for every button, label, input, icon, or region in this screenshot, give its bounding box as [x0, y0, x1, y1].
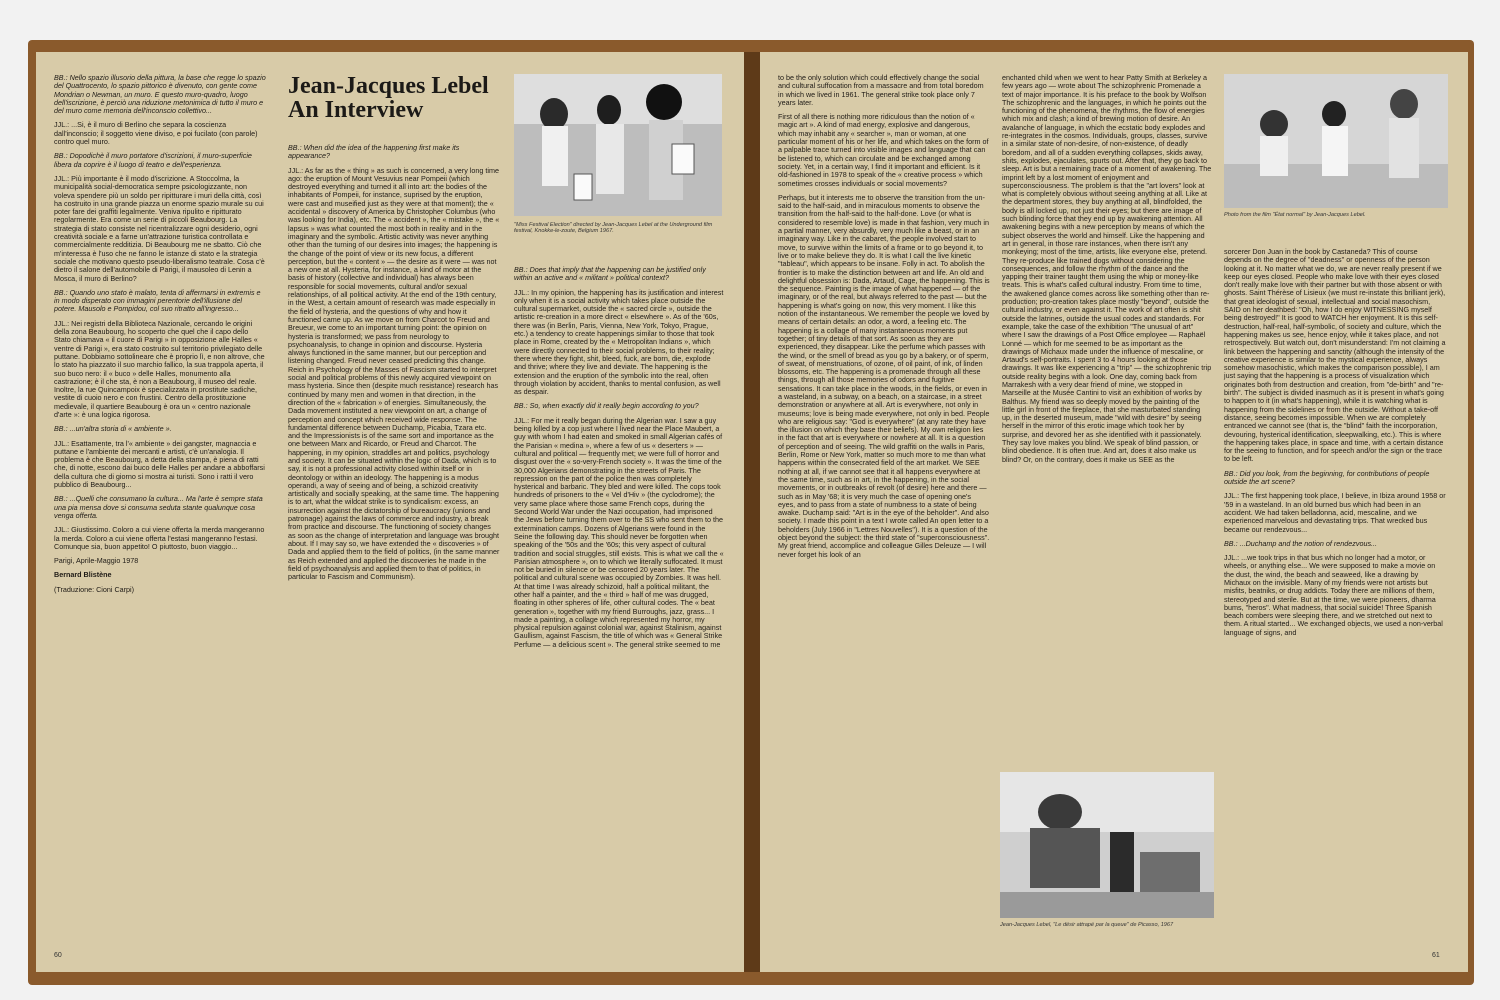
page-number: 60 — [54, 952, 62, 959]
text-paragraph: JJL.: The first happening took place, I believe, in Ibiza around 1958 or '59 in a wasteland. In an old burned bus which had been in an accident. We had taken belladonna, acid, mescaline, and we experienced marvelous and devastating trips. That wrecked bus became our rendezvous... — [1224, 491, 1446, 534]
text-paragraph: to be the only solution which could effectively change the social and cultural suffocation from a massacre and from total boredom in which we lived in 1961. The general strike took place only 7 years later. — [778, 73, 984, 107]
text-paragraph: BB.: ...Quelli che consumano la cultura... Ma l'arte è sempre stata una pia mensa dove si consuma seduta stante qualunque cosa venga offerta. — [54, 494, 263, 520]
text-paragraph: JJL.: Giustissimo. Coloro a cui viene offerta la merda mangeranno la merda. Coloro a cui viene offerta l'estasi mangeranno l'estasi. Comunque sia, buon appetito! O piuttosto, buon viaggio... — [54, 525, 265, 551]
photo-picasso-play — [1000, 772, 1214, 918]
text-paragraph: JJL.: Più importante è il modo d'iscrizione. A Stoccolma, la municipalità social-democratica sempre psicologizzante, non voleva spendere più un soldo per ripitturare i muri della città, così ha costruito in una grande piazza un enorme spazio murale su cui poter fare dei graffiti legalmente. Veniva ripulito e ripitturato regolarmente. Era come un serie di piccoli Beaubourg. La strategia di stato consiste nel ricentralizzare ogni desiderio, ogni creatività sociale e a farne un'attrazione turistica controllata e commercialmente redditizia. Di Beaubourg me ne sbatto. Ciò che m'interessa è l'uso che ne fanno le istanze di stato e la strategia sociale che motivano questo pseudo-liberalismo teatrale. Cosa c'è dietro il salone dell'automobile di Parigi, il mausoleo di Lenin a Mosca, il muro di Berlino? — [54, 173, 265, 283]
text-paragraph: sorcerer Don Juan in the book by Castaneda? This of course depends on the degree of "deadness" or openness of the person looking at it. No matter what we do, we are never really present if we keep our eyes closed. People who make love with their eyes closed don't really make love with their partner but with those absent or with ghosts. Saint Thérèse of Lisieux (we must re-instate this brilliant jerk), that great ideologist of sexual, intellectual and social masochism, SAID on her deathbed: "Oh, how I do enjoy WITNESSING myself being destroyed!" It is good to WATCH her enjoyment. It is this self-destruction, half-real, half-symbolic, of society and culture, which the happening makes us see, hence enjoy, while it takes place, and not retrospectively. But watch out, don't misunderstand: I'm not claiming a link between the happening and sanctity (although the intensity of the creative experience is similar to the mystical experience, always somehow masochistic, which makes the comparison possible), I am just saying that the happening is a process of visualization which originates both from destruction and creation, from "de-birth" and "re-birth". The subject is divided inasmuch as it is present in what's going to happen to it (in what's happening), while it is watching what is happening from the sidelines or from the outside. Without a take-off distance, seeing becomes impossible. When we are completely entranced we cannot see (that is, the "blind" faith the incorporation, devouring, hysterical identification, sleepwalking, etc.). This is where the happening takes place, in space and time, with a certain distance for the seeing to function, and for speech and/or the sign or the trace to be left. — [1224, 247, 1446, 464]
text-paragraph: First of all there is nothing more ridiculous than the notion of « magic art ». A kind of mad energy, explosive and dangerous, which may inhabit any « searcher », man or woman, at one particular moment of his or her life, and which takes on the form of a palpable trace turned into visible images and language that can be listened to, which can circulate and be exchanged among society. Yet, in a certain way, I find it important and efficient. Is it old-fashioned in 1978 to speak of the « creative process » which sometimes crosses individuals or social movements? — [778, 112, 989, 188]
english-text-column-1 — [288, 144, 500, 587]
text-paragraph: JJL.: Esattamente, tra l'« ambiente » dei gangster, magnaccia e puttane e l'ambiente dei mercanti e artisti, c'è un'analogia. Il problema è che Beaubourg, a detta della stampa, è piena di ratti che, di notte, escono dai buco delle Halles per andare a abboffarsi della cultura che di giorno si mostra ai turisti. Sono i ratti il vero pubblico di Beaubourg... — [54, 438, 265, 490]
photo-caption: "Miss Festival Election" directed by Jean-Jacques Lebel at the Underground film festival, Knokke-le-zoute, Belgium 1967. — [514, 222, 713, 235]
title-name: Jean-Jacques Lebel — [288, 73, 489, 99]
text-paragraph: BB.: Did you look, from the beginning, for contributions of people outside the art scene? — [1224, 468, 1430, 487]
english-text-column-4 — [1002, 74, 1212, 470]
text-paragraph: (Traduzione: Cioni Carpi) — [54, 584, 135, 594]
text-paragraph: Perhaps, but it interests me to observe the transition from the un-said to the half-said, and in miraculous moments to observe the transition from the half-said to the half-done. Love (or what is considered to resemble love) is made in that fashion, very much in a partial manner, very absurdly, very much like a beast, or in an imaginary way. Like in the cabaret, the people involved start to move, to survive within the limits of a frame or to go beyond it, to live or to make believe they do. It is what I call the live kinetic "tableau", which appears to be insane. Folly in act. To abolish the frontier is to make the distinction between art and life. An old and delightful obsession is: Dada, Artaud, Cage, the happening. This is the sequence. Painting is the image of what happened — of the imaginary, or of the real, but always referred to the past — but the happening is what's going on now, this very moment. I like this notion of the instantaneous. We remember the people we loved by means of certain details: an odor, a word, a feeling etc. The happening is a collage of many instantaneous moments put together; of tiny details of that sort. As soon as they are experienced, they disappear. Like the perfume which passes with the wind, or the smell of bread as you go by a bakery, or of sperm, of sweat, of menstruations, of ozone, of oil paint, of ink, of linden blossoms, etc. The happening is a promenade through all these things, through all those memories of odors and fugitive sensations. It can take place in the woods, in the fields, or even in a wasteland, in a subway, on a beach, on a staircase, in a street demonstration or anywhere at all. Art is everywhere, not only in museums; love is being made everywhere, not only in bed. People who are religious say: "God is everywhere" (at any rate they have the illusion on which they base their beliefs). My own religion lies in the fact that art is everywhere or nowhere at all. It is a question of perception and of seeing. The wild graffiti on the walls in Paris, Berlin, Rome or New York, matter so much more to me than what happens within the consecrated field of the art market. We SEE nothing at all, if we cannot see that it all happens everywhere at the same time, such as in art, in the happening, in the social movements, or in outbreaks of revolt (of desire) here and there — such as in May '68; it is very much the case of opening one's eyes, and to pass from a state of numbness to a state of being awake. Duchamp said: "Art is in the eye of the beholder". And also society. I made this point in a text I wrote called An open letter to a beholders (July 1966 in "Lettres Nouvelles"). It is a question of the object beyond the subject: the third state of "superconsciousness". My great friend, accomplice and colleague Gilles Deleuze — I will never forget his look of an — [778, 192, 990, 559]
right-page — [760, 52, 1468, 972]
italian-text-column — [54, 74, 266, 600]
english-text-column-2 — [514, 266, 724, 655]
text-paragraph: Bernard Blistène — [54, 570, 112, 580]
text-paragraph: enchanted child when we went to hear Patty Smith at Berkeley a few years ago — wrote about The schizophrenic Promenade a text of major importance. It is his preface to the book by Wolfson The schizophrenic and the languages, in which he points out the functioning of the phenomena, the rhythms, the flow of energies which mix and clash; a kind of brewing motion of desire. An avalanche of language, in which the ecstatic body explodes and re-integrates in the cosmos. Individuals, groups, classes, survive in a similar state of non-desire, of non-existence, of deadly boredom, and all of a sudden everything collapses, skids away, shits, explodes, ejaculates, spurts out. After that, they go back to sleep. Art is but a remaining trace of a moment of awakening. The imprint left by a lost moment of enjoyment and superconsciousness. The problem is that the "art lovers" look at what is completely obvious without seeing anything at all. Like at the department stores, they buy anything at all, blindfolded, the body is all locked up, not just their eyes; but there are image of such blinding force that they end up by awakening attention. All awakening begins with a new perception by means of which the subject observes the world and himself. Like the happening and art in general, in those rare instances, when there isn't any monkeying; most of the time, artists, like everyone else, pretend. They re-produce like trained dogs without considering the consequences, and follow the rhythm of the dance and the yapping their trainer taught them using the whip or money-like treats. This is what's called cultural industry. From time to time, the awakened glance comes across like something other than re-production; pro-creation takes place mostly "beyond", outside the cultural industry, or even against it. The work of art often is shit outside the latrines, outside the usual codes and standards. For example, take the case of the exhibition "The unusual of art" where I saw the drawings of a Post Office employee — Raphaël Lonné — which for me seemed to be as important as the drawings of Michaux made under the influence of mescaline, or Artaud's self-portraits. I spent 3 to 4 hours looking at those drawings. It was like experiencing a "trip" — the schizophrenic trip outside reality begins with a look. One day, coming back from Marrakesh with a very dear friend of mine, we stopped in Marseille at the Musée Cantini to visit an exhibition of works by Balthus. My friend was so deeply moved by the painting of the little girl in front of the fireplace, that she masturbated standing up, in the deserted museum, made "wild with desire" by seeing herself in the mirror of this erotic image which took her by surprise, and devored her as she identified with it passionately. They say love makes you blind. We speak of blind passion, or blind obedience. It is often true. And art, does it also make us blind? Or, on the contrary, does it make us SEE as the — [1002, 73, 1212, 464]
text-paragraph: JJL.: ...we took trips in that bus which no longer had a motor, or wheels, or anything else... We were supposed to make a movie on the dust, the wind, the beach and seaweed, like a drawing by Michaux on the invisible. Many of my friends were not artists but misfits, beatniks, or drug addicts. Today there are millions of them, stereotyped and sterile. But at the time, we were pioneers, dharma bums, "heros". What madness, that social suicide! Three Spanish beach combers were sleeping there, and we stretched out next to them. A ritual started... We exchanged objects, we used a non-verbal language of signs, and — [1224, 553, 1443, 637]
text-paragraph: BB.: ...un'altra storia di « ambiente ». — [54, 424, 172, 434]
text-paragraph: BB.: ...Duchamp and the notion of rendezvous... — [1224, 538, 1378, 548]
text-paragraph: BB.: Dopodichè il muro portatore d'iscrizioni, il muro-superficie libera da coprire è il luogo di teatro e dell'esperienza. — [54, 151, 252, 169]
page-number: 61 — [1432, 952, 1440, 959]
text-paragraph: JJL.: Nei registri della Biblioteca Nazionale, cercando le origini della zona Beaubourg, ho scoperto che quel che il capo dello Stato chiamava « il cuore di Parigi » in opposizione alle Halles « ventre di Parigi », era stato costruito sul territorio privilegiato delle puttane. Dobbiamo sottolineare che è proprio lì, e non altrove, che lo stato ha piazzato il suo marchio fallico, la sua trappola aperta, il suo buco nero: il « buco » delle Halles, monumento alla castrazione; è il che sta, è non a Beaubourg, il museo del reale. Inoltre, la rue Quincampoix è specializzata in prostitute sadiche, vestite di cuoio nero e con frustini. Centro della prostituzione medievale, il quartiere Beaubourg è ora un « centro nazionale d'arte »: è una logica rigorosa. — [54, 318, 265, 419]
photo-miss-festival — [514, 74, 722, 216]
text-paragraph: BB.: Nello spazio illusorio della pittura, la base che regge lo spazio del Quattrocento, lo spazio pittorico è divenuto, con gente come Mondrian o Newman, un muro. E questo muro-quadro, luogo dell'iscrizione, è perciò una riduzione metonimica di tutto il muro e del muro come memoria dell'inconscio collettivo... — [54, 73, 266, 116]
text-paragraph: JJL.: In my opinion, the happening has its justification and interest only when it is a social activity which takes place outside the cultural supermarket, outside the « sacred circle », outside the artistic re-creation in a more direct « elsewhere ». As of the '60s, there was (in Berlin, Paris, Vienna, New York, Tokyo, Prague, etc.) a tendency to create happenings similar to those that took place in Rome, created by the « Metropolitan Indians », which were directly connected to their social problems, to their reality; there where they fight, shit, bleed, fuck, are born, die, explode and thrive; where they live and deviate. The happening is the extension and the eruption of the symbolic into the real, often through violation by accident, thanks to mental confusion, as well as despair. — [514, 287, 724, 397]
title-subtitle: An Interview — [288, 97, 424, 123]
photo-etat-normal — [1224, 74, 1448, 208]
text-paragraph: JJL.: As far as the « thing » as such is concerned, a very long time ago: the eruption of Mount Vesuvius near Pompeii (which destroyed everything and turned it all into art: the bodies of the inhabitants of Pompeii, for instance, suprised by the eruption, were cast and museified just as they were at that moment); the « accidental » discovery of America by Christopher Columbus (who was looking for India), etc. The « accident », the « mistake », the « lapsus » was what counted the most both in reality and in the imaginary and the symbolic. Artistic activity was never anything other than the turning of our desires into images; the happening is the change of the point of view or its new focus, a different perception, but the « content » — the desire as it were — was not a new one at all. Hysteria, for instance, a kind of motor at the basis of history (collective and individual) has always been responsible for social movements, cultural and/or sexual relationships, of all political activity. At the end of the 19th century, in the West, a certain amount of research was made especially in the field of hysteria, and the questions of why and how it functioned came up. As we move on from Charcot to Freud and Breueur, we come to an important turning point: the opinion on hysteria is transformed; we pass from neurology to psychoanalysis, to change in opinion and discourse. Hysteria always functioned in the same manner, but our perception and listening changed. Freud never ceased predicting this change. Reich in Psychology of the Masses of Fascism started to interpret social and political problems of this newly acquired viewpoint on mass hysteria. Since then (despite much resistance) research has continued by many men and women in that direction, in the direction of the « fabrication » of energies. Simultaneously, the Dada movement instituted a new viewpoint on art, a change of perception and concept which received wide response. The fundamental difference between Duchamp, Picabia, Tzara etc. and the Impressionists is of the same sort and importance as the one between Marx and Ricardo, or Freud and Charcot. The happening, in my opinion, straddles art and politics, psychology and society. It can be situated within the logic of Dada, which is to say, it is not a professional activity closed within itself or in deontology or within an ideology. The happening is a modus operandi, a way of seeing and of being, a schizoid creativity artistically and socially speaking, at the same time. The happening is to art, what the wildcat strike is to syndicalism: excess, an insurrection against the dictatorship of bureaucracy (unions and patronage) against the laws of commerce and industry, a break from practice and discourse. The functioning of society changes as soon as the change of interpretation and language was brought about. If I may say so, we have extended the « discoveries » of Dada and applied them to the field of politics, (in the same manner as Reich extended and applied the discoveries he made in the field of psychoanalysis and applied them to that of politics, in particular to Fascism and Communism). — [288, 165, 500, 582]
text-paragraph: JJL.: ...Si, è il muro di Berlino che separa la coscienza dall'inconscio; il soggetto viene diviso, e poi fucilato (con parole) contro quel muro. — [54, 120, 258, 147]
article-title — [288, 74, 518, 122]
text-paragraph: BB.: When did the idea of the happening first make its appearance? — [288, 143, 460, 161]
photo-caption: Photo from the film "État normal" by Jean-Jacques Lebel. — [1224, 212, 1366, 218]
text-paragraph: JJL.: For me it really began during the Algerian war. I saw a guy being killed by a cop just where I lived near the Place Maubert, a guy with whom I had eaten and smoked in small Algerian cafés of the Parisian « medina », where a few of us « deserters » — cultural and political — frequently met; we were full of horror and disgust over the « so-very-French society ». It was the time of the 30,000 Algerians demonstrating in the streets of Paris. The repression on the part of the police then was completely hysterical and barbaric. They bled and were killed. The cops took hundreds of prisoners to the « Vel d'Hiv » (the cyclodrome); the very same place where those same French cops, during the Second World War under the Nazi occupation, had imprisoned the Jews before turning them over to the SS who sent them to the extermination camps. Dozens of Algerians were found in the Seine the following day. This should never be forgotten when speaking of the '50s and the '60s; this very aspect of cultural tradition and social struggles, still exists. This is what we call the « Parisian atmosphere », on to which we literally suffocated. It must not be buried in silence or be censored 20 years later. The political and cultural scene was occupied by Zombies. It was hell. At that time I was already schizoid, half a political militant, the other half a painter, and the « third » half of me was drugged, floating in other spheres of life, other cultural codes. The « beat generation », together with my friend Burroughs, jazz, grass... I made a painting, a collage which represented my horror, my physical repulsion against colonial war, against Stalinism, against Gaullism, against Fascism, the title of which was « General Strike Perfume — a delicious scent ». The general strike seemed to me — [514, 415, 724, 649]
photo-caption: Jean-Jacques Lebel, "Le désir attrapé par la queue" de Picasso, 1967 — [1000, 922, 1174, 928]
text-paragraph: Parigi, Aprile-Maggio 1978 — [54, 556, 139, 566]
english-text-column-5 — [1224, 248, 1446, 643]
english-text-column-3 — [778, 74, 990, 565]
left-page — [36, 52, 744, 972]
text-paragraph: BB.: Quando uno stato è malato, tenta di affermarsi in extremis e in modo disperato con immagini perentorie dell'illusione del potere. Mausolo e Pompidou, col suo ritratto all'ingresso... — [54, 287, 261, 314]
text-paragraph: BB.: Does that imply that the happening can be justified only within an active and « militant » political context? — [514, 265, 706, 283]
text-paragraph: BB.: So, when exactly did it really begin according to you? — [514, 401, 699, 411]
spine-gutter — [744, 52, 760, 972]
